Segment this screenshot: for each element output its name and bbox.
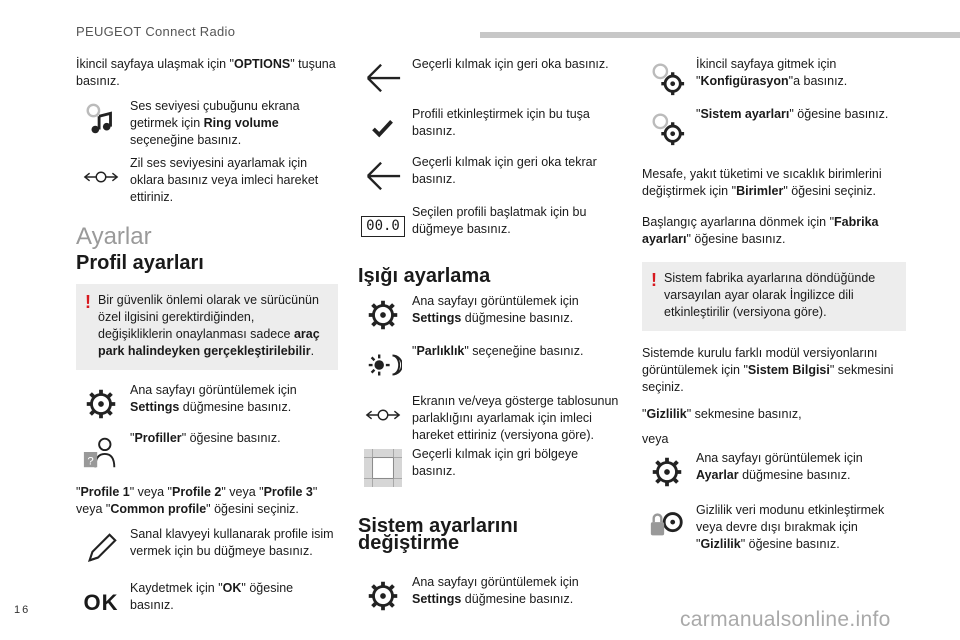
step-settings-system: Ana sayfayı görüntülemek için Settings düğmesine basınız. <box>358 574 624 618</box>
step-configuration: İkincil sayfaya gitmek için "Konfigürasyon"a basınız. <box>642 56 906 100</box>
warning-icon: ! <box>85 292 91 312</box>
step-privacy: Gizlilik veri modunu etkinleştirmek veya devre dışı bırakmak için "Gizlilik" öğesine basınız. <box>642 502 906 553</box>
step-ring-volume: Ses seviyesi çubuğunu ekrana getirmek için Ring volume seçeneğine basınız. <box>76 98 338 149</box>
reset-counter-icon: 00.0 <box>358 204 408 248</box>
step-keyboard: Sanal klavyeyi kullanarak profile isim vermek için bu düğmeye basınız. <box>76 526 338 570</box>
page-number: 16 <box>14 604 31 616</box>
arrows-slider-icon <box>76 155 126 199</box>
privacy-tab-text: "Gizlilik" sekmesine basınız, <box>642 407 802 421</box>
back-arrow-icon <box>358 154 408 198</box>
step-brightness: "Parlıklık" seçeneğine basınız. <box>358 343 624 387</box>
privacy-lock-icon <box>642 502 692 546</box>
gear-pair-icon <box>642 106 692 150</box>
gear-pair-icon <box>642 56 692 100</box>
step-check: Profili etkinleştirmek için bu tuşa basınız. <box>358 106 624 150</box>
gear-music-icon <box>76 98 126 142</box>
page-header-title: PEUGEOT Connect Radio <box>76 24 236 39</box>
step-ayarlar: Ana sayfayı görüntülemek için Ayarlar düğmesine basınız. <box>642 450 906 494</box>
brightness-icon <box>358 343 408 387</box>
arrows-slider-icon <box>358 393 408 437</box>
step-grey-zone: Geçerli kılmak için gri bölgeye basınız. <box>358 446 624 490</box>
watermark: carmanualsonline.info <box>680 608 891 631</box>
header-bar <box>480 32 960 38</box>
step-profiles: ? "Profiller" öğesine basınız. <box>76 430 338 474</box>
gear-icon <box>76 382 126 426</box>
step-system-settings: "Sistem ayarları" öğesine basınız. <box>642 106 906 150</box>
pencil-icon <box>76 526 126 570</box>
gear-icon <box>358 574 408 618</box>
warning-box-factory: ! Sistem fabrika ayarlarına döndüğünde varsayılan ayar olarak İngilizce dili etkinleştirilir (versiyona göre). <box>642 262 906 331</box>
check-icon <box>358 106 408 150</box>
step-settings-profile: Ana sayfayı görüntülemek için Settings düğmesine basınız. <box>76 382 338 426</box>
units-text: Mesafe, yakıt tüketimi ve sıcaklık birimlerini değiştirmek için "Birimler" öğesini seçiniz. <box>642 167 882 198</box>
section-heading-ayarlar: Ayarlar <box>76 223 152 250</box>
step-brightness-slider: Ekranın ve/veya gösterge tablosunun parlaklığını ayarlamak için imleci hareket ettiriniz (versiyona göre). <box>358 393 624 444</box>
step-settings-brightness: Ana sayfayı görüntülemek için Settings düğmesine basınız. <box>358 293 624 337</box>
or-text: veya <box>642 432 669 446</box>
column-left <box>76 56 338 624</box>
svg-text:?: ? <box>87 455 94 468</box>
options-intro: İkincil sayfaya ulaşmak için "OPTIONS" tuşuna basınız. <box>76 57 336 88</box>
step-ring-arrows: Zil ses seviyesini ayarlamak için oklara basınız veya imleci hareket ettiriniz. <box>76 155 338 206</box>
column-middle <box>358 56 624 618</box>
warning-box-profile: ! Bir güvenlik önlemi olarak ve sürücünün özel ilgisini gerektirdiğinden, değişikliklerin onaylanması sadece araç park halindeyken gerçekleştirilebilir. <box>76 284 338 370</box>
factory-reset-text: Başlangıç ayarlarına dönmek için "Fabrika ayarları" öğesine basınız. <box>642 215 879 246</box>
step-back-arrow-2: Geçerli kılmak için geri oka tekrar basınız. <box>358 154 624 198</box>
section-heading-system: Sistem ayarlarını değiştirme <box>358 515 519 554</box>
warning-icon: ! <box>651 270 657 290</box>
section-heading-profile: Profil ayarları <box>76 252 204 274</box>
back-arrow-icon <box>358 56 408 100</box>
step-reset-profile: 00.0 Seçilen profili başlatmak için bu düğmeye basınız. <box>358 204 624 248</box>
user-question-icon <box>76 430 126 474</box>
grey-zone-icon <box>358 446 408 490</box>
step-back-arrow-1: Geçerli kılmak için geri oka basınız. <box>358 56 624 100</box>
system-info-text: Sistemde kurulu farklı modül versiyonlarını görüntülemek için "Sistem Bilgisi" sekmesini seçiniz. <box>642 346 894 394</box>
gear-icon <box>358 293 408 337</box>
column-right <box>642 56 906 553</box>
profiles-select-text: "Profile 1" veya "Profile 2" veya "Profile 3" veya "Common profile" öğesini seçiniz. <box>76 485 318 516</box>
section-heading-brightness: Işığı ayarlama <box>358 265 491 287</box>
ok-button-icon: OK <box>83 589 119 615</box>
gear-icon <box>642 450 692 494</box>
step-ok: OK Kaydetmek için "OK" öğesine basınız. <box>76 580 338 624</box>
